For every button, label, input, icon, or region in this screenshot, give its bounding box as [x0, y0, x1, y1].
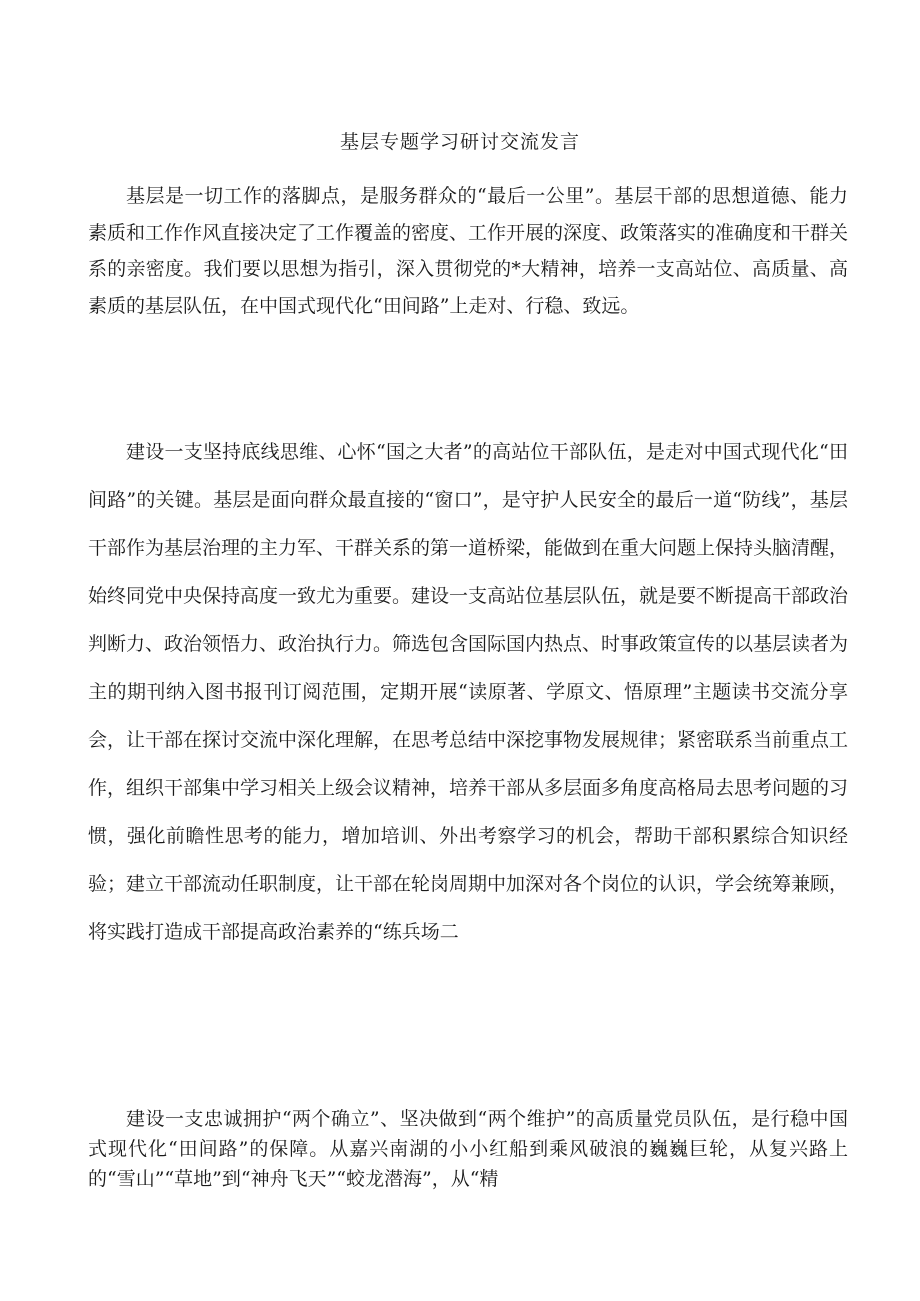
paragraph-2: 建设一支坚持底线思维、心怀“国之大者”的高站位干部队伍，是走对中国式现代化“田间路”的关键。基层是面向群众最直接的“窗口”，是守护人民安全的最后一道“防线”，基层干部作为基层治理的主力军、干群关系的第一道桥梁，能做到在重大问题上保持头脑清醒，始终同党中央保持高度一致尤为重要。建设一支高站位基层队伍，就是要不断提高干部政治判断力、政治领悟力、政治执行力。筛选包含国际国内热点、时事政策宣传的以基层读者为主的期刊纳入图书报刊订阅范围，定期开展“读原著、学原文、悟原理”主题读书交流分享会，让干部在探讨交流中深化理解，在思考总结中深挖事物发展规律；紧密联系当前重点工作，组织干部集中学习相关上级会议精神，培养干部从多层面多角度高格局去思考问题的习惯，强化前瞻性思考的能力，增加培训、外出考察学习的机会，帮助干部积累综合知识经验；建立干部流动任职制度，让干部在轮岗周期中加深对各个岗位的认识，学会统筹兼顾，将实践打造成干部提高政治素养的“练兵场二 — [88, 441, 849, 943]
paragraph-3: 建设一支忠诚拥护“两个确立”、坚决做到“两个维护”的高质量党员队伍，是行稳中国式现代化“田间路”的保障。从嘉兴南湖的小小红船到乘风破浪的巍巍巨轮，从复兴路上的“雪山”“草地”到“神舟飞天”“蛟龙潜海”，从“精 — [88, 1108, 848, 1190]
document-title: 基层专题学习研讨交流发言 — [339, 131, 580, 153]
paragraph-1: 基层是一切工作的落脚点，是服务群众的“最后一公里”。基层干部的思想道德、能力素质和工作作风直接决定了工作覆盖的密度、工作开展的深度、政策落实的准确度和干群关系的亲密度。我们要以思想为指引，深入贯彻党的*大精神，培养一支高站位、高质量、高素质的基层队伍，在中国式现代化“田间路”上走对、行稳、致远。 — [88, 185, 849, 317]
